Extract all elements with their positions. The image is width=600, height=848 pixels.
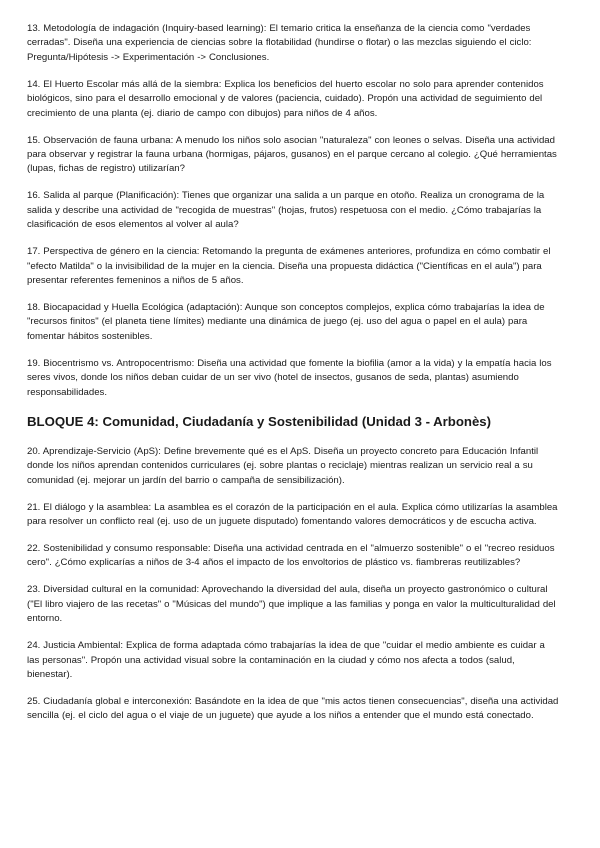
question-18: 18. Biocapacidad y Huella Ecológica (adaptación): Aunque son conceptos complejos, explica cómo trabajarías la idea de "recursos finitos" (el planeta tiene límites) mediante una dinámica de juego (ej. uso del agua o papel en el aula) para fomentar hábitos sostenibles. bbox=[27, 302, 545, 342]
question-23: 23. Diversidad cultural en la comunidad: Aprovechando la diversidad del aula, diseña un proyecto gastronómico o cultural ("El libro viajero de las recetas" o "Músicas del mundo") que implique a las familias y ponga en valor la multiculturalidad del entorno. bbox=[27, 584, 556, 625]
question-20: 20. Aprendizaje-Servicio (ApS): Define brevemente qué es el ApS. Diseña un proyecto concreto para Educación Infantil donde los niños aprendan contenidos curriculares (ej. sobre plantas o reciclaje) mientras realizan un servicio real a su comunidad (ej. mejorar un jardín del barrio o campaña de sensibilización). bbox=[27, 445, 539, 486]
question-25: 25. Ciudadanía global e interconexión: Basándote en la idea de que "mis actos tienen consecuencias", diseña una actividad sencilla (ej. el ciclo del agua o el viaje de un juguete) que ayude a los niños a entender que el mundo está conectado. bbox=[27, 695, 559, 722]
question-16: 16. Salida al parque (Planificación): Tienes que organizar una salida a un parque en otoño. Realiza un cronograma de la salida y describe una actividad de "recogida de muestras" (hojas, frutos) respetuosa con el medio. ¿Cómo trabajarías la clasificación de esos elementos al volver al aula? bbox=[27, 190, 545, 231]
question-22: 22. Sostenibilidad y consumo responsable: Diseña una actividad centrada en el "almuerzo sostenible" o el "recreo residuos cero". ¿Cómo explicarías a niños de 3-4 años el impacto de los envoltorios de plástico vs. fiambreras reutilizables? bbox=[27, 542, 555, 569]
question-13: 13. Metodología de indagación (Inquiry-based learning): El temario critica la enseñanza de la ciencia como "verdades cerradas". Diseña una experiencia de ciencias sobre la flotabilidad (hundirse o flotar) o las mezclas siguiendo el ciclo: Pregunta/Hipótesis -> Experimentación -> Conclusiones. bbox=[27, 23, 532, 63]
block-4-heading: BLOQUE 4: Comunidad, Ciudadanía y Sostenibilidad (Unidad 3 - Arbonès) bbox=[27, 413, 492, 429]
question-19: 19. Biocentrismo vs. Antropocentrismo: Diseña una actividad que fomente la biofilia (amor a la vida) y la empatía hacia los seres vivos, donde los niños deban cuidar de un ser vivo (hotel de insectos, gusanos de seda, plantas) asumiendo responsabilidades. bbox=[27, 357, 552, 398]
question-21: 21. El diálogo y la asamblea: La asamblea es el corazón de la participación en el aula. Explica cómo utilizarías la asamblea para resolver un conflicto real (ej. uso de un juguete disputado) fomentando valores democráticos y de escucha activa. bbox=[27, 501, 558, 527]
question-24: 24. Justicia Ambiental: Explica de forma adaptada cómo trabajarías la idea de que "cuidar el medio ambiente es cuidar a las personas". Propón una actividad visual sobre la contaminación en la ciudad y cómo nos afecta a todos (salud, bienestar). bbox=[27, 640, 545, 680]
question-14: 14. El Huerto Escolar más allá de la siembra: Explica los beneficios del huerto escolar no solo para aprender contenidos biológicos, sino para el desarrollo emocional y de valores (paciencia, cuidado). Propón una actividad de seguimiento del crecimiento de una planta (ej. diario de campo con dibujos) para niños de 4 años. bbox=[27, 78, 544, 119]
question-17: 17. Perspectiva de género en la ciencia: Retomando la pregunta de exámenes anteriores, profundiza en cómo combatir el "efecto Matilda" o la invisibilidad de la mujer en la ciencia. Diseña una propuesta didáctica ("Científicas en el aula") para presentar referentes femeninos a niños de 5 años. bbox=[27, 246, 551, 287]
question-15: 15. Observación de fauna urbana: A menudo los niños solo asocian "naturaleza" con leones o selvas. Diseña una actividad para observar y registrar la fauna urbana (hormigas, pájaros, gusanos) en el parque cercano al colegio. ¿Qué herramientas (lupas, fichas de registro) utilizarían? bbox=[27, 134, 557, 175]
